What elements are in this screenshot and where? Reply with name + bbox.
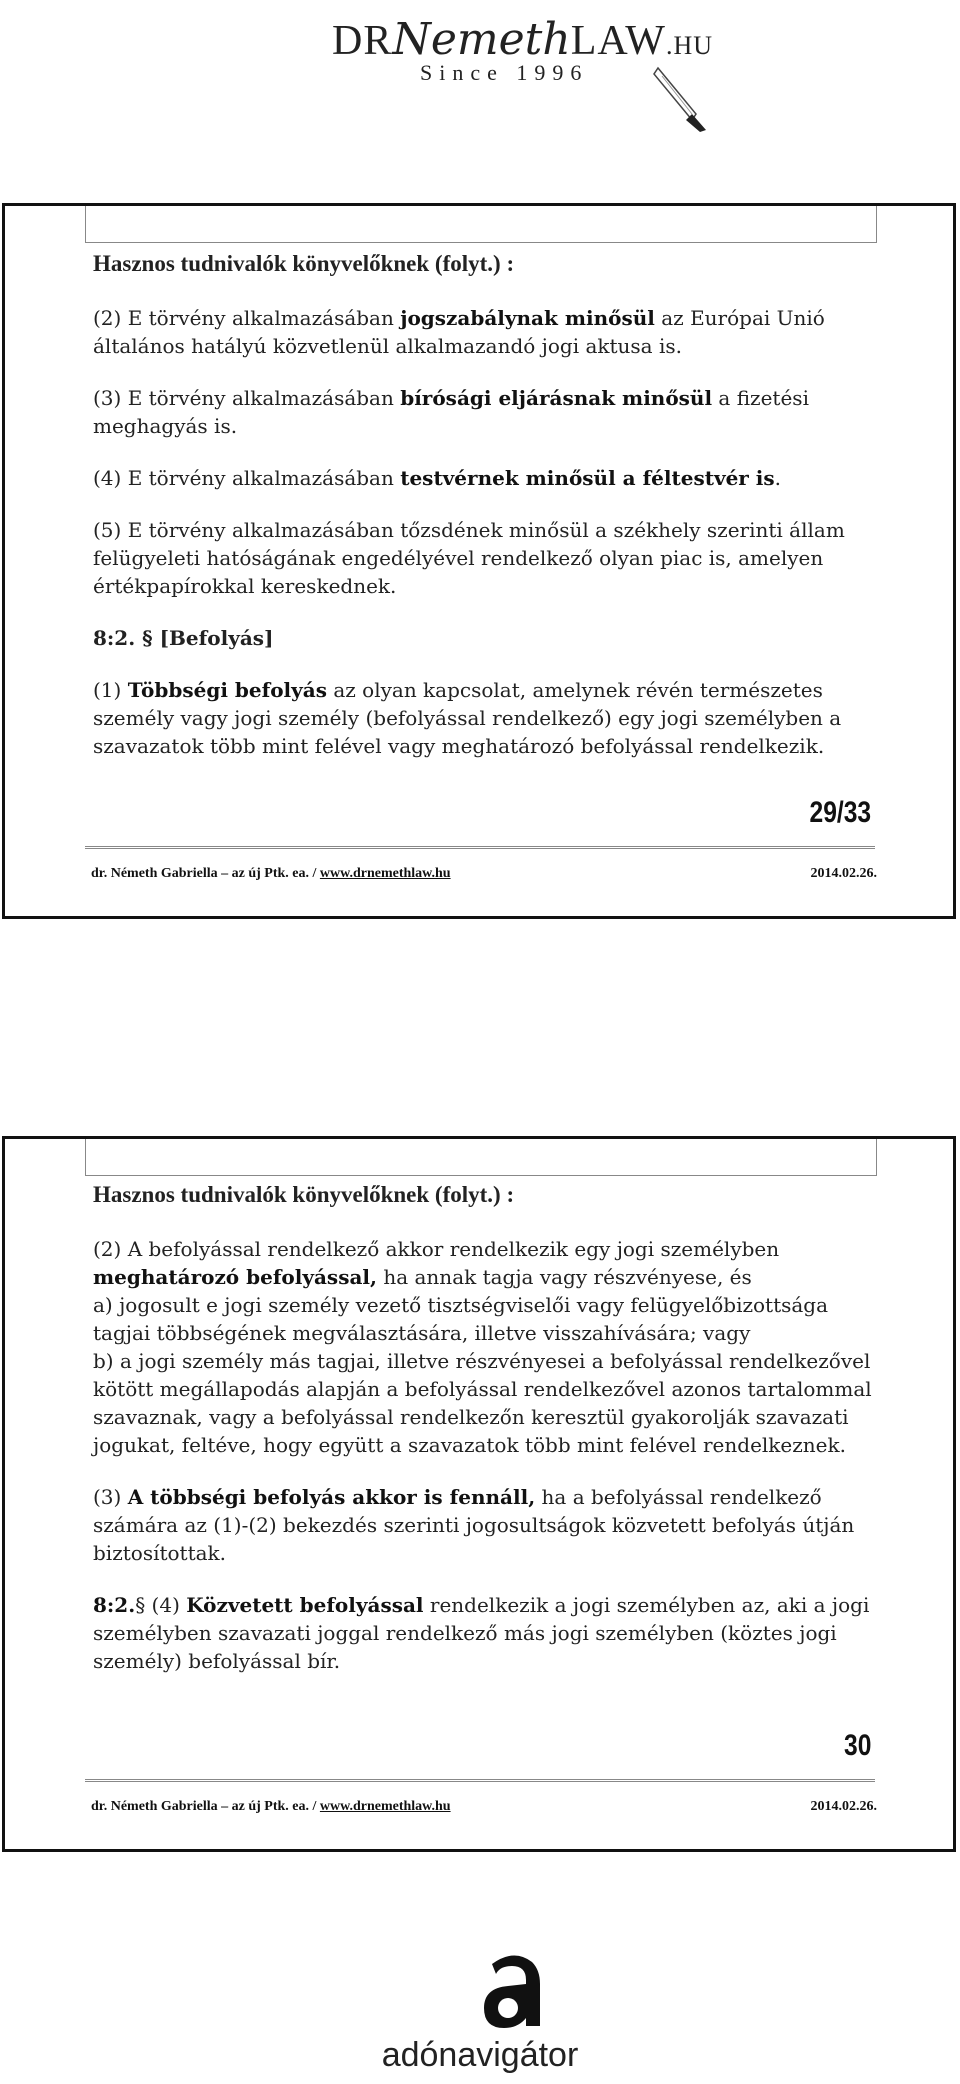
logo-since: Since 1996: [420, 60, 589, 85]
page-number: 30: [843, 1729, 871, 1762]
page-number: 29/33: [809, 796, 871, 829]
logo-law: LAW: [570, 18, 666, 64]
slide-footer: [91, 1799, 877, 1815]
slide-title: Hasznos tudnivalók könyvelőknek (folyt.) :: [93, 251, 515, 276]
slide-footer: [91, 866, 877, 882]
footer-author: dr. Németh Gabriella – az új Ptk. ea. /: [91, 1799, 320, 1814]
footer-divider: [85, 846, 875, 849]
slide-30: [2, 1136, 956, 1852]
fountain-pen-icon: [652, 64, 708, 134]
paragraph-3: (3) E törvény alkalmazásában bírósági eljárásnak minősül a fizetési meghagyás is.: [93, 386, 809, 438]
footer-link[interactable]: www.drnemethlaw.hu: [319, 866, 451, 881]
paragraph-1-majority: (1) Többségi befolyás az olyan kapcsolat, amelynek révén természetes személy vagy jogi személy (befolyással rendelkező) egy jogi személyben a szavazatok több mint felével vagy meghatározó befolyással rendelkezik.: [93, 678, 842, 758]
paragraph-2: (2) E törvény alkalmazásában jogszabálynak minősül az Európai Unió általános hatályú közvetlenül alkalmazandó jogi aktusa is.: [93, 306, 825, 358]
slide-title-box: [85, 206, 877, 243]
section-heading: 8:2. § [Befolyás]: [93, 626, 274, 650]
footer-date: 2014.02.26.: [810, 866, 877, 881]
slide-content: [93, 1181, 883, 1699]
logo-dr: DR: [332, 18, 393, 64]
paragraph-3: (3) A többségi befolyás akkor is fennáll, ha a befolyással rendelkező számára az (1)-(2) bekezdés szerinti jogosultságok közvetett befolyás útján biztosítottak.: [93, 1485, 855, 1565]
adonavigator-logo: [0, 1950, 960, 2084]
slide-title-box: [85, 1139, 877, 1176]
footer-divider: [85, 1779, 875, 1782]
logo-hu: .HU: [665, 31, 714, 60]
footer-date: 2014.02.26.: [810, 1799, 877, 1814]
paragraph-2: (2) A befolyással rendelkező akkor rendelkezik egy jogi személyben meghatározó befolyással, ha annak tagja vagy részvényese, és a) jogosult e jogi személy vezető tisztségviselői vagy felügyelőbizottsága tagjai többségének megválasztására, illetve visszahívására; vagy b) a jogi személy más tagjai, illetve részvényesei a befolyással rendelkezővel kötött megállapodás alapján a befolyással rendelkezővel azonos tartalommal szavaznak, vagy a befolyással rendelkezőn keresztül gyakorolják szavazati jogukat, feltéve, hogy együtt a szavazatok több mint felével rendelkeznek.: [93, 1237, 872, 1457]
paragraph-4: (4) E törvény alkalmazásában testvérnek minősül a féltestvér is.: [93, 466, 782, 490]
logo-wordmark: adónavigátor: [381, 2036, 579, 2074]
paragraph-5: (5) E törvény alkalmazásában tőzsdének minősül a székhely szerinti állam felügyeleti hatóságának engedélyével rendelkező olyan piac is, amelyen értékpapírokkal kereskednek.: [93, 518, 845, 598]
logo-wordmark: [332, 14, 713, 65]
slide-title: Hasznos tudnivalók könyvelőknek (folyt.) :: [93, 1182, 515, 1207]
footer-link[interactable]: www.drnemethlaw.hu: [319, 1799, 451, 1814]
logo-nemeth: Nemeth: [392, 14, 571, 65]
drnemethlaw-logo: [0, 0, 960, 140]
slide-29: [2, 203, 956, 919]
footer-author: dr. Németh Gabriella – az új Ptk. ea. /: [91, 866, 320, 881]
slide-content: [93, 250, 883, 784]
letter-a-logo-icon: [474, 1950, 554, 2030]
paragraph-4: 8:2.§ (4) Közvetett befolyással rendelkezik a jogi személyben az, aki a jogi személyben szavazati joggal rendelkező más jogi személyben (köztes jogi személy) befolyással bír.: [93, 1593, 870, 1673]
